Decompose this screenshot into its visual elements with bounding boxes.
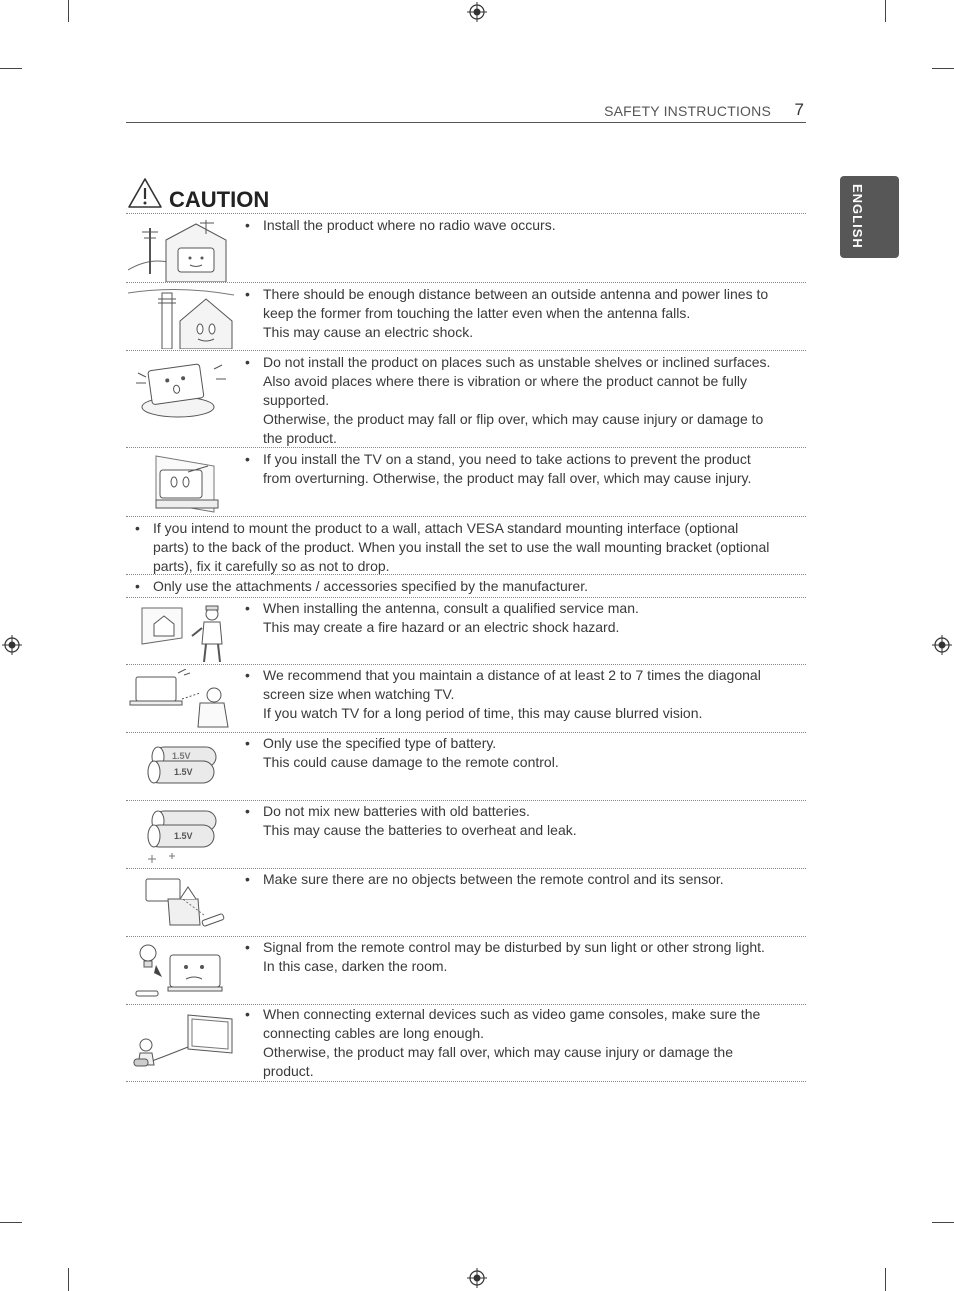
tv-stand-strap-illustration (128, 452, 234, 514)
registration-mark (932, 635, 952, 655)
page-number: 7 (794, 100, 804, 119)
text-line: If you intend to mount the product to a wall, attach VESA standard mounting interface (optional (153, 520, 739, 536)
battery-label: 1.5V (174, 831, 193, 841)
language-tab (840, 176, 899, 258)
list-item (126, 516, 806, 574)
list-item-text (245, 938, 765, 976)
strong-light-illustration (128, 941, 234, 1003)
list-item-text (135, 577, 588, 596)
registration-mark (2, 635, 22, 655)
text-line: When installing the antenna, consult a qualified service man. (263, 600, 639, 616)
text-line: from overturning. Otherwise, the product may fall over, which may cause injury. (263, 470, 752, 486)
crop-mark (932, 68, 954, 69)
text-line: Only use the specified type of battery. (263, 735, 497, 751)
crop-mark (0, 68, 22, 69)
text-line: This could cause damage to the remote control. (263, 754, 559, 770)
list-item-text (245, 216, 556, 235)
text-line: This may cause an electric shock. (263, 324, 474, 340)
text-line: There should be enough distance between an outside antenna and power lines to (263, 286, 769, 302)
text-line: product. (263, 1063, 314, 1079)
text-line: Install the product where no radio wave occurs. (263, 217, 556, 233)
text-line: Otherwise, the product may fall over, which may cause injury or damage the (263, 1044, 733, 1060)
text-line: This may cause the batteries to overheat and leak. (263, 822, 577, 838)
text-line: Make sure there are no objects between the remote control and its sensor. (263, 871, 724, 887)
battery-label: 1.5V (174, 767, 193, 777)
unstable-tv-illustration (128, 355, 234, 427)
registration-mark (467, 2, 487, 22)
text-line: parts), fix it carefully so as not to drop. (153, 558, 390, 574)
list-item (126, 282, 806, 350)
text-line: screen size when watching TV. (263, 686, 455, 702)
text-line: This may create a fire hazard or an electric shock hazard. (263, 619, 620, 635)
list-item (126, 1004, 806, 1082)
battery-label: 1.5V (172, 751, 191, 761)
bullet-mark: • (245, 1006, 250, 1022)
text-line: We recommend that you maintain a distance of at least 2 to 7 times the diagonal (263, 667, 761, 683)
list-item (126, 213, 806, 282)
list-item-text (245, 450, 752, 488)
list-item (126, 732, 806, 800)
text-line: In this case, darken the room. (263, 958, 448, 974)
bullet-mark: • (245, 803, 250, 819)
list-item-text (245, 599, 639, 637)
text-line: supported. (263, 392, 330, 408)
crop-mark (68, 0, 69, 22)
text-line: connecting cables are long enough. (263, 1025, 485, 1041)
antenna-powerline-illustration (128, 287, 234, 349)
text-line: Otherwise, the product may fall or flip over, which may cause injury or damage to (263, 411, 764, 427)
text-line: parts) to the back of the product. When you install the set to use the wall mounting bracket (optional (153, 539, 770, 555)
list-item (126, 597, 806, 664)
text-line: Signal from the remote control may be disturbed by sun light or other strong light. (263, 939, 765, 955)
crop-mark (885, 1268, 886, 1291)
list-item-text (245, 870, 724, 889)
list-item-text (245, 1005, 761, 1081)
list-item-text (245, 666, 761, 723)
mixed-batteries-illustration (128, 805, 234, 867)
list-item (126, 868, 806, 936)
warning-triangle-icon (126, 176, 164, 210)
game-console-cable-illustration (128, 1009, 234, 1075)
bullet-mark: • (245, 354, 250, 370)
text-line: Do not install the product on places such as unstable shelves or inclined surfaces. (263, 354, 771, 370)
list-item-text (245, 353, 771, 448)
list-item (126, 936, 806, 1004)
bullet-mark: • (245, 600, 250, 616)
text-line: the product. (263, 430, 337, 446)
list-item-text (245, 285, 769, 342)
list-item (126, 800, 806, 868)
crop-mark (885, 0, 886, 22)
viewing-distance-illustration (128, 669, 234, 731)
caution-heading (126, 176, 806, 214)
caution-list (126, 213, 806, 1082)
list-item-text (135, 519, 770, 576)
text-line: Also avoid places where there is vibration or where the product cannot be fully (263, 373, 748, 389)
bullet-mark: • (245, 451, 250, 467)
battery-illustration (128, 737, 234, 799)
list-item (126, 350, 806, 447)
language-tab-label: ENGLISH (850, 184, 865, 249)
list-item (126, 574, 806, 597)
bullet-mark: • (135, 578, 140, 594)
bullet-mark: • (245, 667, 250, 683)
page-header (126, 98, 806, 123)
text-line: If you watch TV for a long period of time, this may cause blurred vision. (263, 705, 703, 721)
text-line: Do not mix new batteries with old batteries. (263, 803, 530, 819)
section-title: SAFETY INSTRUCTIONS (604, 103, 771, 119)
crop-mark (68, 1268, 69, 1291)
text-line: If you install the TV on a stand, you need to take actions to prevent the product (263, 451, 751, 467)
caution-title: CAUTION (169, 187, 270, 212)
crop-mark (932, 1222, 954, 1223)
bullet-mark: • (245, 871, 250, 887)
list-item (126, 447, 806, 516)
bullet-mark: • (245, 217, 250, 233)
house-antenna-illustration (128, 218, 234, 282)
list-item-text (245, 734, 559, 772)
remote-obstacle-illustration (128, 873, 234, 935)
bullet-mark: • (245, 286, 250, 302)
service-man-illustration (128, 602, 234, 664)
crop-mark (0, 1222, 22, 1223)
bullet-mark: • (245, 735, 250, 751)
text-line: Only use the attachments / accessories specified by the manufacturer. (153, 578, 588, 594)
text-line: keep the former from touching the latter even when the antenna falls. (263, 305, 691, 321)
list-item (126, 664, 806, 732)
bullet-mark: • (135, 520, 140, 536)
registration-mark (467, 1268, 487, 1288)
text-line: When connecting external devices such as video game consoles, make sure the (263, 1006, 761, 1022)
list-item-text (245, 802, 577, 840)
bullet-mark: • (245, 939, 250, 955)
